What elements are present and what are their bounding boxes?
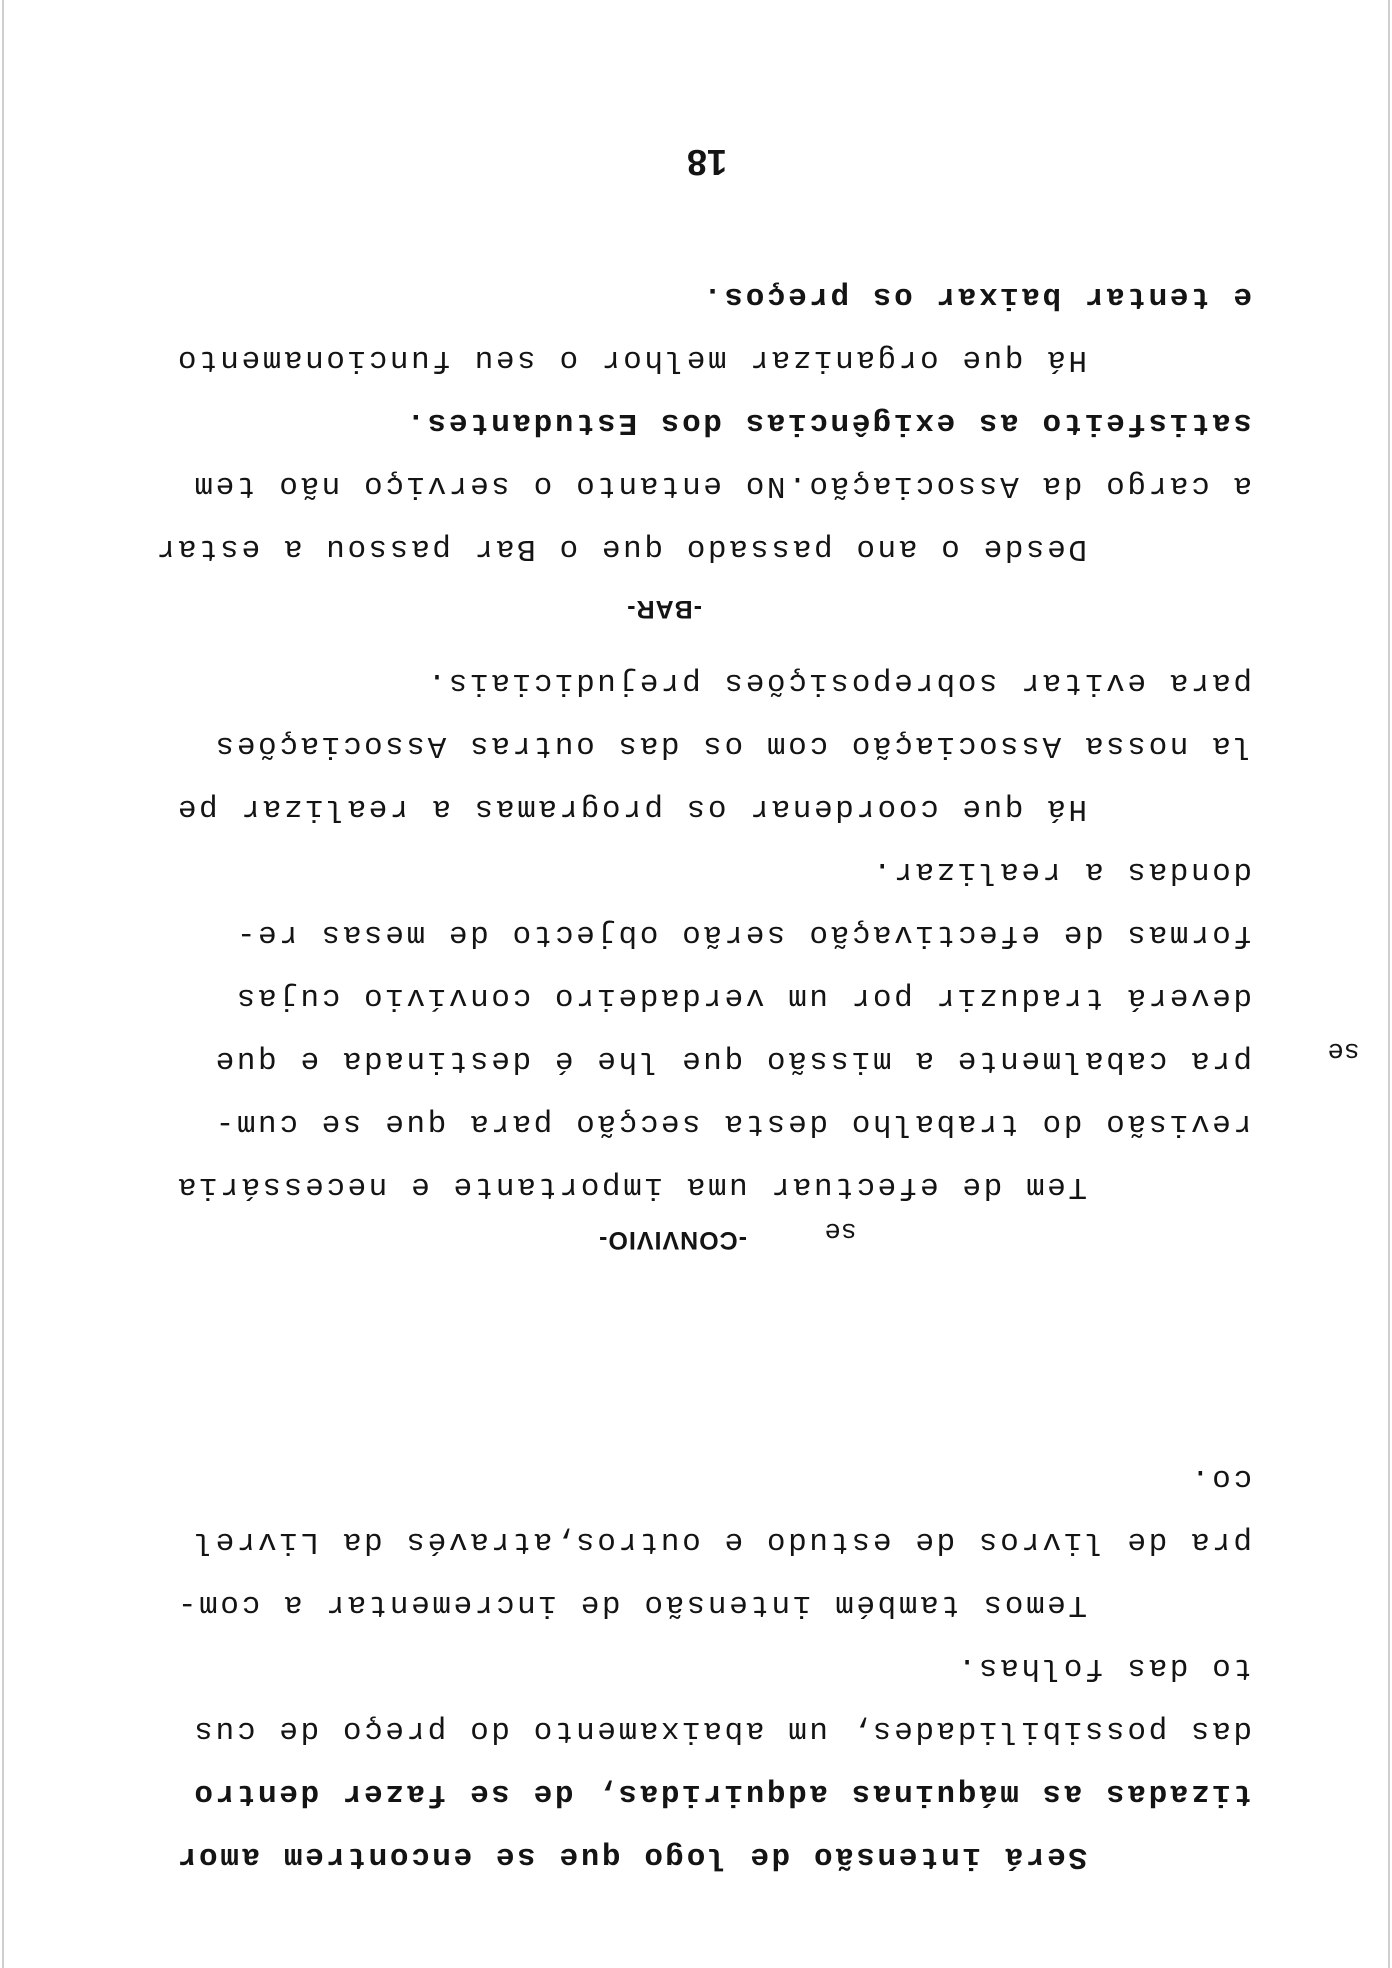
text-line: satisfeito as exigências dos Estudantes.	[403, 405, 1252, 440]
bar-section	[52, 265, 1252, 580]
text-line: revisão do trabalho desta secção para que se cum-	[213, 1106, 1252, 1141]
scan-left-edge	[1388, 0, 1390, 1968]
insertion-mark: se	[1327, 1035, 1360, 1065]
text-line: deverá traduzir por um verdadeiro convívio cujas	[234, 980, 1252, 1015]
convivio-section	[52, 651, 1252, 1218]
text-line: Desde o ano passado que o Bar passou a estar	[154, 531, 1087, 566]
text-line: pra de livros de estudo e outros,através da Livrel	[191, 1524, 1252, 1559]
text-line: das possibilidades, um abaixamento do preço de cus	[191, 1713, 1252, 1748]
text-line: formas de efectivação serão objecto de mesas re-	[234, 917, 1252, 952]
section-heading-bar: -BAR-	[626, 595, 702, 623]
text-line: e tentar baixar os preços.	[700, 279, 1252, 314]
text-line: Temos também intensão de incrementar a com-	[175, 1587, 1087, 1622]
text-line: Tem de efectuar uma importante e necessária	[175, 1169, 1087, 1204]
text-line: a cargo da Associação.No entanto o serviço não tem	[191, 468, 1252, 503]
text-line: dondas a realizar.	[870, 854, 1252, 889]
text-line: para evitar sobreposições prejudiciais.	[425, 665, 1252, 700]
section-heading-convivio: -CONVIVIO-	[598, 1226, 747, 1254]
text-line: la nossa Associação com os das outras Associações	[213, 728, 1252, 763]
intro-section	[52, 1447, 1252, 1888]
text-line: Há que organizar melhor o seu funcionamento	[175, 342, 1087, 377]
page-number: 18	[686, 142, 727, 183]
insertion-mark: se	[824, 1215, 857, 1245]
text-line: Há que coordenar os programas a realizar pe	[175, 791, 1087, 826]
text-line: co.	[1188, 1461, 1252, 1496]
text-line: Será intensão de logo que se encontrem amor	[175, 1839, 1087, 1874]
text-line: pra cabalmente a missão que lhe é destinada e que	[213, 1043, 1252, 1078]
text-line: tizadas as máquinas adquiridas, de se fazer dentro	[191, 1776, 1252, 1811]
text-line: to das folhas.	[955, 1650, 1252, 1685]
scan-right-edge	[2, 0, 4, 1968]
